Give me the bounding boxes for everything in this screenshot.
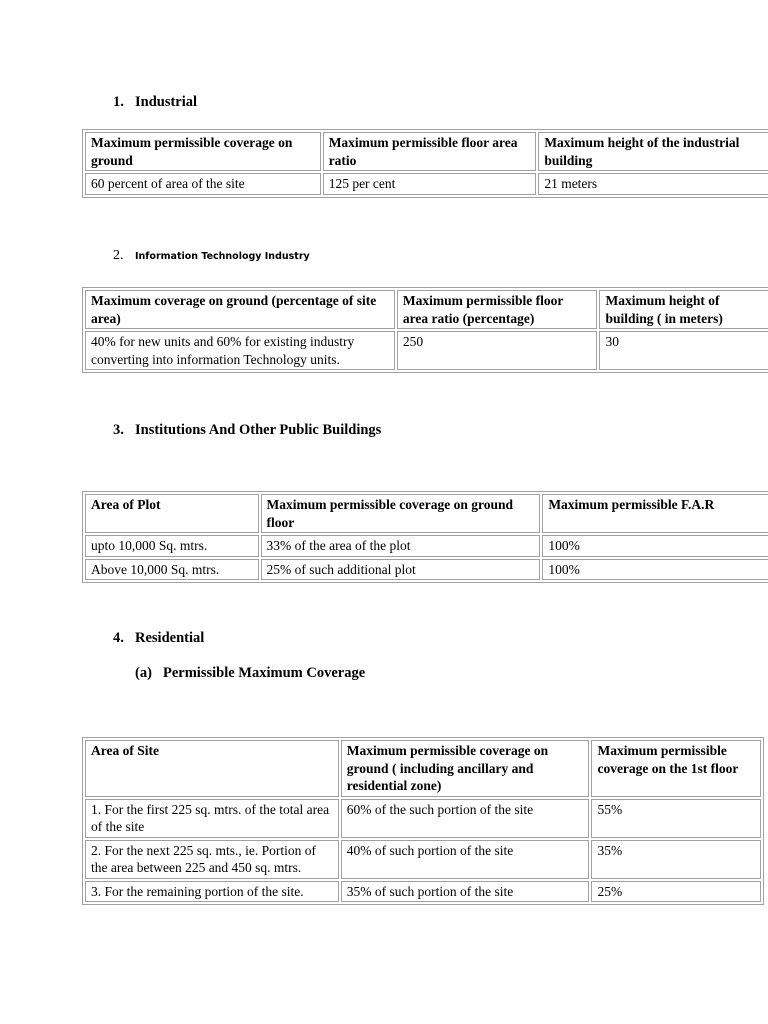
table-cell: 21 meters <box>538 173 768 195</box>
section-heading-industrial <box>113 94 197 111</box>
section-number: 2. <box>113 248 124 263</box>
table-cell: 60% of the such portion of the site <box>341 799 590 838</box>
section-number: 4. <box>113 630 124 646</box>
table-header-row <box>85 290 768 329</box>
industrial-table <box>82 129 768 198</box>
section-heading-residential <box>113 630 204 647</box>
column-header: Maximum height of the industrial building <box>538 132 768 171</box>
subheading-permissible-coverage <box>135 665 365 682</box>
table-row <box>85 881 761 903</box>
institutions-table <box>82 491 768 583</box>
column-header: Maximum permissible coverage on ground floor <box>261 494 541 533</box>
residential-table <box>82 737 764 905</box>
column-header: Area of Plot <box>85 494 259 533</box>
section-title: Residential <box>135 630 205 646</box>
table-cell: 100% <box>542 535 768 557</box>
table-header-row <box>85 740 761 797</box>
table-header-row <box>85 494 768 533</box>
table-cell: 40% of such portion of the site <box>341 840 590 879</box>
column-header: Maximum permissible coverage on the 1st floor <box>591 740 761 797</box>
section-title: Institutions And Other Public Buildings <box>135 422 382 438</box>
subheading-title: Permissible Maximum Coverage <box>163 665 366 681</box>
table-cell: 125 per cent <box>323 173 537 195</box>
table-cell: 2. For the next 225 sq. mts., ie. Portion of the area between 225 and 450 sq. mtrs. <box>85 840 339 879</box>
table-cell: 25% of such additional plot <box>261 559 541 581</box>
table-cell: 33% of the area of the plot <box>261 535 541 557</box>
column-header: Maximum permissible floor area ratio (percentage) <box>397 290 598 329</box>
column-header: Maximum permissible F.A.R <box>542 494 768 533</box>
table-row <box>85 535 768 557</box>
section-number: 1. <box>113 94 124 110</box>
table-cell: 60 percent of area of the site <box>85 173 321 195</box>
table-row <box>85 840 761 879</box>
section-heading-institutions <box>113 422 381 439</box>
table-row <box>85 799 761 838</box>
section-heading-it-industry <box>113 247 310 264</box>
table-cell: 250 <box>397 331 598 370</box>
column-header: Maximum permissible floor area ratio <box>323 132 537 171</box>
it-industry-table <box>82 287 768 373</box>
table-row <box>85 559 768 581</box>
section-title: Industrial <box>135 94 198 110</box>
table-cell: 25% <box>591 881 761 903</box>
subheading-number: (a) <box>135 665 152 681</box>
table-row <box>85 173 768 195</box>
column-header: Maximum height of building ( in meters) <box>599 290 768 329</box>
table-cell: 1. For the first 225 sq. mtrs. of the total area of the site <box>85 799 339 838</box>
column-header: Maximum permissible coverage on ground <box>85 132 321 171</box>
table-cell: 35% <box>591 840 761 879</box>
table-cell: 35% of such portion of the site <box>341 881 590 903</box>
table-header-row <box>85 132 768 171</box>
table-row <box>85 331 768 370</box>
column-header: Maximum permissible coverage on ground ( including ancillary and residential zone) <box>341 740 590 797</box>
table-cell: 55% <box>591 799 761 838</box>
section-number: 3. <box>113 422 124 438</box>
table-cell: Above 10,000 Sq. mtrs. <box>85 559 259 581</box>
table-cell: 30 <box>599 331 768 370</box>
table-cell: upto 10,000 Sq. mtrs. <box>85 535 259 557</box>
column-header: Area of Site <box>85 740 339 797</box>
section-title: Information Technology Industry <box>135 251 310 262</box>
column-header: Maximum coverage on ground (percentage of site area) <box>85 290 395 329</box>
table-cell: 3. For the remaining portion of the site. <box>85 881 339 903</box>
table-cell: 40% for new units and 60% for existing industry converting into information Technology units. <box>85 331 395 370</box>
table-cell: 100% <box>542 559 768 581</box>
